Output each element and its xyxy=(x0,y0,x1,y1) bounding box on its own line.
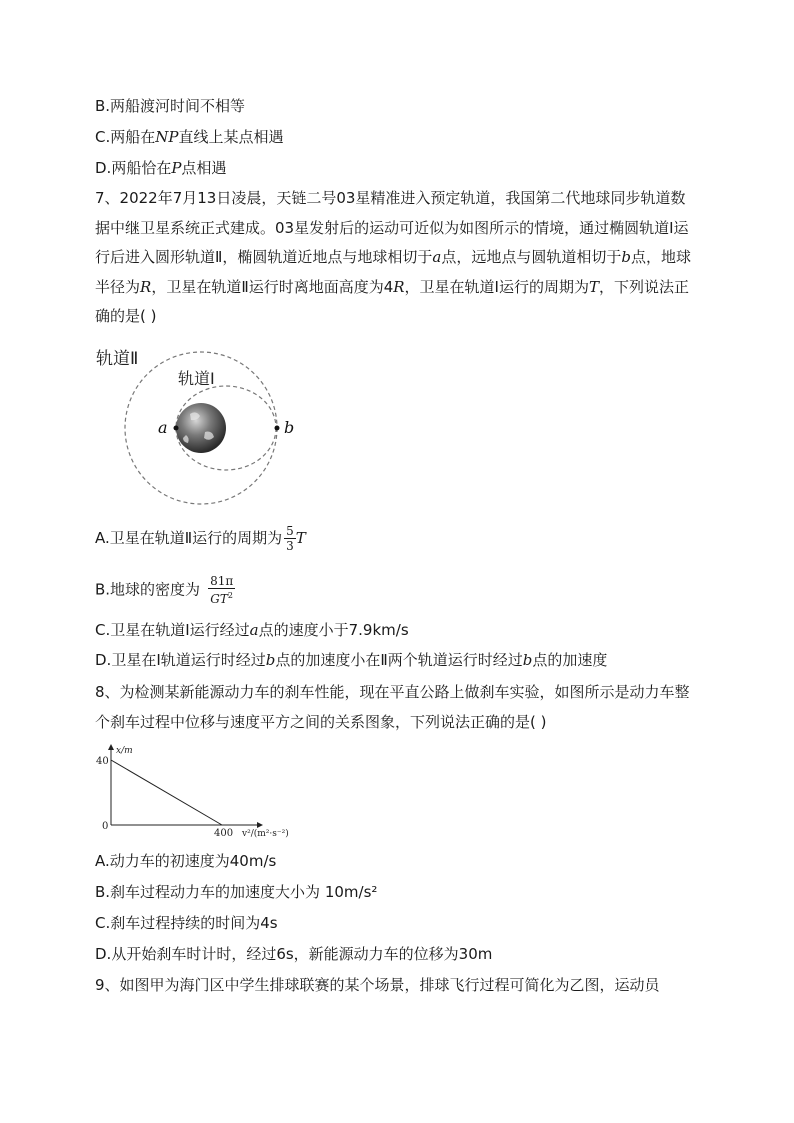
earth xyxy=(176,403,226,453)
y-axis-label: x/m xyxy=(116,746,133,756)
q6-option-b: B.两船渡河时间不相等 xyxy=(95,97,246,115)
q8-option-c: C.刹车过程持续的时间为4s xyxy=(95,914,278,932)
orbit1-label: 轨道Ⅰ xyxy=(178,369,215,388)
q8-option-a: A.动力车的初速度为40m/s xyxy=(95,852,277,870)
q7-option-d: D.卫星在Ⅰ轨道运行时经过b点的加速度小在Ⅱ两个轨道运行时经过b点的加速度 xyxy=(95,651,608,669)
displacement-velocity-chart xyxy=(90,740,300,840)
q7-option-c: C.卫星在轨道Ⅰ运行经过a点的速度小于7.9km/s xyxy=(95,621,409,639)
y-tick-label-0: 0 xyxy=(102,821,109,832)
point-b-marker xyxy=(275,426,280,431)
x-axis-label: v²/(m²·s⁻²) xyxy=(242,829,289,839)
q6-option-d: D.两船恰在P点相遇 xyxy=(95,159,227,177)
q8-option-b: B.刹车过程动力车的加速度大小为 10m/s² xyxy=(95,883,378,901)
orbit-figure xyxy=(90,340,310,510)
q8-stem: 8、为检测某新能源动力车的刹车性能，现在平直公路上做刹车实验，如图所示是动力车整个刹车过程中位移与速度平方之间的关系图象，下列说法正确的是( ) xyxy=(95,683,690,731)
q7-stem: 7、2022年7月13日凌晨，天链二号03星精准进入预定轨道，我国第二代地球同步轨道数据中继卫星系统正式建成。03星发射后的运动可近似为如图所示的情境，通过椭圆轨道Ⅰ运行后进入圆形轨道Ⅱ，椭圆轨道近地点与地球相切于a点，远地点与圆轨道相切于b点，地球半径为R，卫星在轨道Ⅱ运行时离地面高度为4R，卫星在轨道Ⅰ运行的周期为T，下列说法正确的是( ) xyxy=(95,189,691,325)
series-line-0 xyxy=(111,760,222,825)
point-a-label: a xyxy=(158,418,168,437)
y-tick-label-40: 40 xyxy=(96,756,109,767)
data-series xyxy=(111,760,222,825)
orbit2-label: 轨道Ⅱ xyxy=(96,349,139,369)
point-b-label: b xyxy=(284,418,295,437)
fraction: $\frac{5}{3}$ xyxy=(286,524,294,553)
q7-option-a: A.卫星在轨道Ⅱ运行的周期为 $\frac{5}{3}$ T xyxy=(95,524,306,553)
q6-option-c: C.两船在NP直线上某点相遇 xyxy=(95,128,284,146)
q7-option-b: B.地球的密度为 $\frac{81\pi}{GT^2}$ xyxy=(95,574,234,606)
q8-option-d: D.从开始刹车时计时，经过6s，新能源动力车的位移为30m xyxy=(95,945,493,963)
x-tick-label-400: 400 xyxy=(214,828,234,839)
fraction: $\frac{81\pi}{GT^2}$ xyxy=(210,574,234,606)
point-a-marker xyxy=(174,426,179,431)
q9-stem: 9、如图甲为海门区中学生排球联赛的某个场景，排球飞行过程可简化为乙图，运动员 xyxy=(95,976,660,994)
